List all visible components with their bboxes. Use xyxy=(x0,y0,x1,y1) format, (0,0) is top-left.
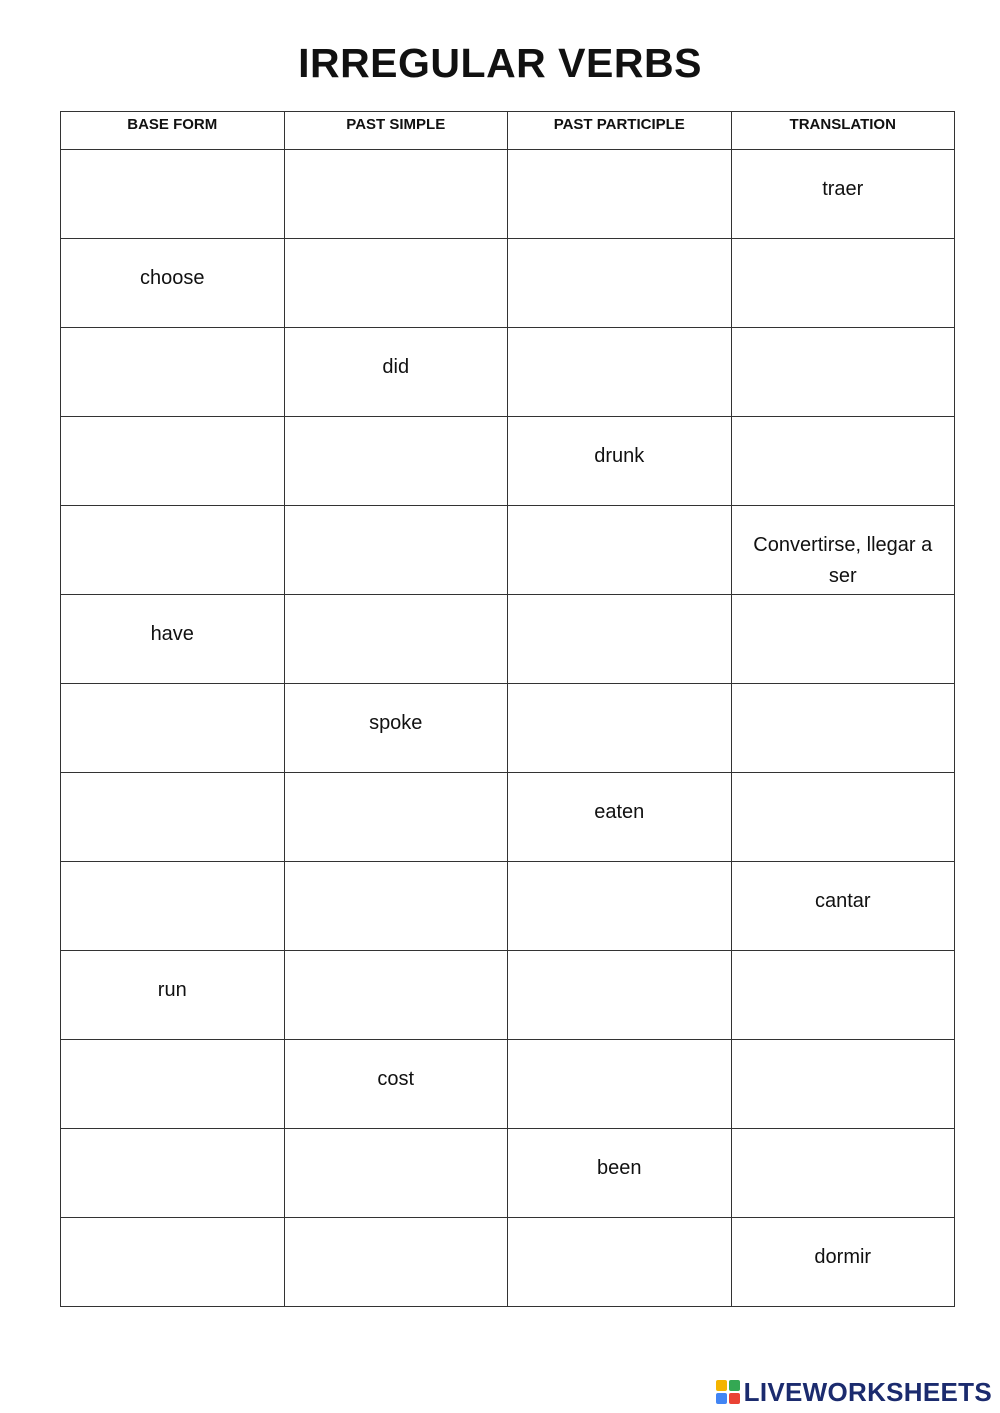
cell-base-form: run xyxy=(61,951,285,1040)
cell-past-participle: drunk xyxy=(508,417,732,506)
cell-base-form[interactable] xyxy=(61,1218,285,1307)
cell-past-participle[interactable] xyxy=(508,1040,732,1129)
cell-base-form[interactable] xyxy=(61,328,285,417)
cell-base-form[interactable] xyxy=(61,773,285,862)
cell-past-participle[interactable] xyxy=(508,684,732,773)
table-header-row xyxy=(61,112,955,150)
cell-past-simple[interactable] xyxy=(284,1129,508,1218)
liveworksheets-logo-icon xyxy=(716,1380,740,1404)
cell-past-participle: been xyxy=(508,1129,732,1218)
cell-past-simple[interactable] xyxy=(284,239,508,328)
cell-base-form[interactable] xyxy=(61,1129,285,1218)
logo-square xyxy=(729,1393,740,1404)
cell-base-form: have xyxy=(61,595,285,684)
liveworksheets-footer xyxy=(716,1376,992,1407)
table-row xyxy=(61,862,955,951)
column-header-past-simple: PAST SIMPLE xyxy=(284,112,508,150)
cell-translation[interactable] xyxy=(731,1129,955,1218)
table-row xyxy=(61,1218,955,1307)
cell-translation: cantar xyxy=(731,862,955,951)
cell-base-form[interactable] xyxy=(61,150,285,239)
cell-translation[interactable] xyxy=(731,239,955,328)
cell-past-participle[interactable] xyxy=(508,328,732,417)
cell-base-form: choose xyxy=(61,239,285,328)
table-row xyxy=(61,951,955,1040)
table-row xyxy=(61,595,955,684)
cell-translation[interactable] xyxy=(731,1040,955,1129)
table-row xyxy=(61,1129,955,1218)
cell-past-simple[interactable] xyxy=(284,417,508,506)
cell-past-participle[interactable] xyxy=(508,1218,732,1307)
logo-square xyxy=(729,1380,740,1391)
column-header-past-participle: PAST PARTICIPLE xyxy=(508,112,732,150)
table-row xyxy=(61,684,955,773)
table-row xyxy=(61,417,955,506)
cell-past-participle[interactable] xyxy=(508,150,732,239)
cell-past-participle[interactable] xyxy=(508,862,732,951)
cell-base-form[interactable] xyxy=(61,1040,285,1129)
cell-past-simple[interactable] xyxy=(284,951,508,1040)
cell-past-simple[interactable] xyxy=(284,1218,508,1307)
cell-base-form[interactable] xyxy=(61,862,285,951)
brand-name: LIVEWORKSHEETS xyxy=(743,1376,992,1407)
cell-translation: traer xyxy=(731,150,955,239)
cell-base-form[interactable] xyxy=(61,684,285,773)
cell-translation[interactable] xyxy=(731,684,955,773)
cell-past-participle[interactable] xyxy=(508,506,732,595)
cell-past-simple[interactable] xyxy=(284,862,508,951)
cell-past-simple: cost xyxy=(284,1040,508,1129)
page-title: IRREGULAR VERBS xyxy=(298,40,702,86)
table-row xyxy=(61,328,955,417)
cell-past-simple: did xyxy=(284,328,508,417)
cell-translation[interactable] xyxy=(731,773,955,862)
cell-translation[interactable] xyxy=(731,328,955,417)
logo-square xyxy=(716,1380,727,1391)
table-row xyxy=(61,773,955,862)
table-row xyxy=(61,239,955,328)
cell-translation[interactable] xyxy=(731,417,955,506)
table-row xyxy=(61,150,955,239)
logo-square xyxy=(716,1393,727,1404)
verbs-table xyxy=(60,111,955,1307)
column-header-translation: TRANSLATION xyxy=(731,112,955,150)
cell-translation: dormir xyxy=(731,1218,955,1307)
cell-past-simple[interactable] xyxy=(284,150,508,239)
cell-translation[interactable] xyxy=(731,951,955,1040)
column-header-base-form: BASE FORM xyxy=(61,112,285,150)
cell-past-simple[interactable] xyxy=(284,773,508,862)
cell-past-participle: eaten xyxy=(508,773,732,862)
cell-base-form[interactable] xyxy=(61,417,285,506)
table-row xyxy=(61,1040,955,1129)
cell-past-simple: spoke xyxy=(284,684,508,773)
cell-translation[interactable] xyxy=(731,595,955,684)
cell-past-simple[interactable] xyxy=(284,595,508,684)
cell-past-participle[interactable] xyxy=(508,239,732,328)
cell-translation: Convertirse, llegar a ser xyxy=(731,506,955,595)
cell-past-participle[interactable] xyxy=(508,951,732,1040)
cell-past-simple[interactable] xyxy=(284,506,508,595)
table-row xyxy=(61,506,955,595)
cell-past-participle[interactable] xyxy=(508,595,732,684)
cell-base-form[interactable] xyxy=(61,506,285,595)
